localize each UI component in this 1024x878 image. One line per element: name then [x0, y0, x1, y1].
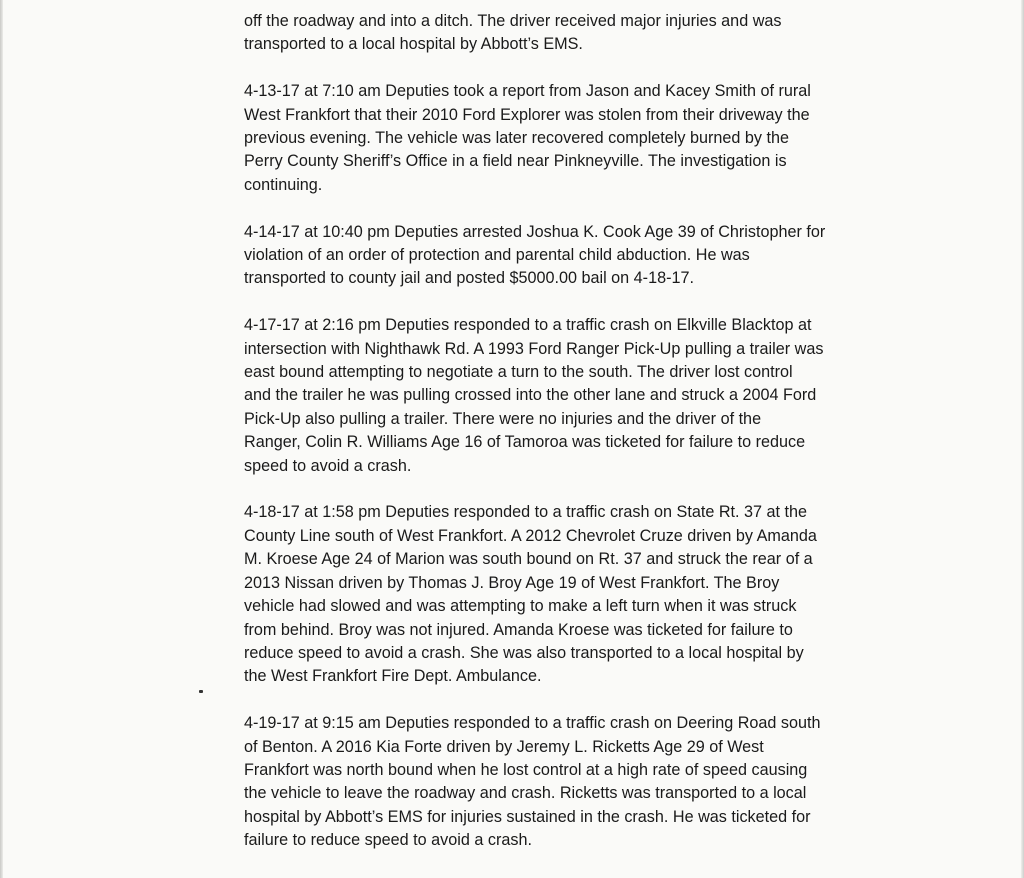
text-line: Ranger, Colin R. Williams Age 16 of Tamoroa was ticketed for failure to reduce [244, 433, 806, 452]
text-line: 2013 Nissan driven by Thomas J. Broy Age 19 of West Frankfort. The Broy [244, 573, 780, 592]
text-line: from behind. Broy was not injured. Amanda Kroese was ticketed for failure to [244, 620, 793, 639]
paragraph-arrest-report [244, 221, 884, 291]
text-line: the vehicle to leave the roadway and crash. Ricketts was transported to a local [244, 784, 807, 803]
page-left-edge-shadow [0, 0, 3, 878]
text-line: 4-14-17 at 10:40 pm Deputies arrested Joshua K. Cook Age 39 of Christopher for [244, 222, 826, 241]
paragraph-1-continuation [244, 10, 884, 57]
text-line: transported to county jail and posted $5000.00 bail on 4-18-17. [244, 269, 694, 288]
text-line: transported to a local hospital by Abbott’s EMS. [244, 35, 583, 54]
text-line: 4-13-17 at 7:10 am Deputies took a report from Jason and Kacey Smith of rural [244, 82, 811, 101]
text-line: County Line south of West Frankfort. A 2012 Chevrolet Cruze driven by Amanda [244, 526, 817, 545]
paragraph-deering-road-crash-report [244, 712, 884, 852]
text-line: Perry County Sheriff’s Office in a field near Pinkneyville. The investigation is [244, 152, 787, 171]
text-line: West Frankfort that their 2010 Ford Explorer was stolen from their driveway the [244, 105, 810, 124]
text-line: vehicle had slowed and was attempting to make a left turn when it was struck [244, 597, 797, 616]
text-line: of Benton. A 2016 Kia Forte driven by Jeremy L. Ricketts Age 29 of West [244, 737, 764, 756]
paragraph-vehicle-theft-report [244, 80, 884, 197]
paragraph-elkville-crash-report [244, 314, 884, 478]
text-line: off the roadway and into a ditch. The driver received major injuries and was [244, 12, 782, 30]
text-line: 4-18-17 at 1:58 pm Deputies responded to a traffic crash on State Rt. 37 at the [244, 503, 808, 522]
text-line: east bound attempting to negotiate a turn to the south. The driver lost control [244, 363, 793, 382]
text-line: failure to reduce speed to avoid a crash. [244, 831, 532, 850]
document-body [244, 10, 884, 876]
text-line: Frankfort was north bound when he lost control at a high rate of speed causing [244, 760, 808, 779]
text-line: Pick-Up also pulling a trailer. There were no injuries and the driver of the [244, 409, 762, 428]
text-line: intersection with Nighthawk Rd. A 1993 Ford Ranger Pick-Up pulling a trailer was [244, 339, 824, 358]
text-line: previous evening. The vehicle was later recovered completely burned by the [244, 129, 789, 148]
text-line: hospital by Abbott’s EMS for injuries sustained in the crash. He was ticketed for [244, 807, 811, 826]
text-line: 4-19-17 at 9:15 am Deputies responded to a traffic crash on Deering Road south [244, 714, 821, 733]
text-line: M. Kroese Age 24 of Marion was south bound on Rt. 37 and struck the rear of a [244, 550, 813, 569]
text-line: speed to avoid a crash. [244, 456, 412, 475]
paragraph-rt37-crash-report [244, 501, 884, 688]
text-line: 4-17-17 at 2:16 pm Deputies responded to a traffic crash on Elkville Blacktop at [244, 316, 812, 335]
text-line: and the trailer he was pulling crossed into the other lane and struck a 2004 Ford [244, 386, 817, 405]
text-line: the West Frankfort Fire Dept. Ambulance. [244, 667, 542, 686]
scan-speck-mark [199, 690, 203, 693]
text-line: continuing. [244, 175, 323, 194]
text-line: violation of an order of protection and parental child abduction. He was [244, 246, 750, 265]
text-line: reduce speed to avoid a crash. She was also transported to a local hospital by [244, 643, 804, 662]
